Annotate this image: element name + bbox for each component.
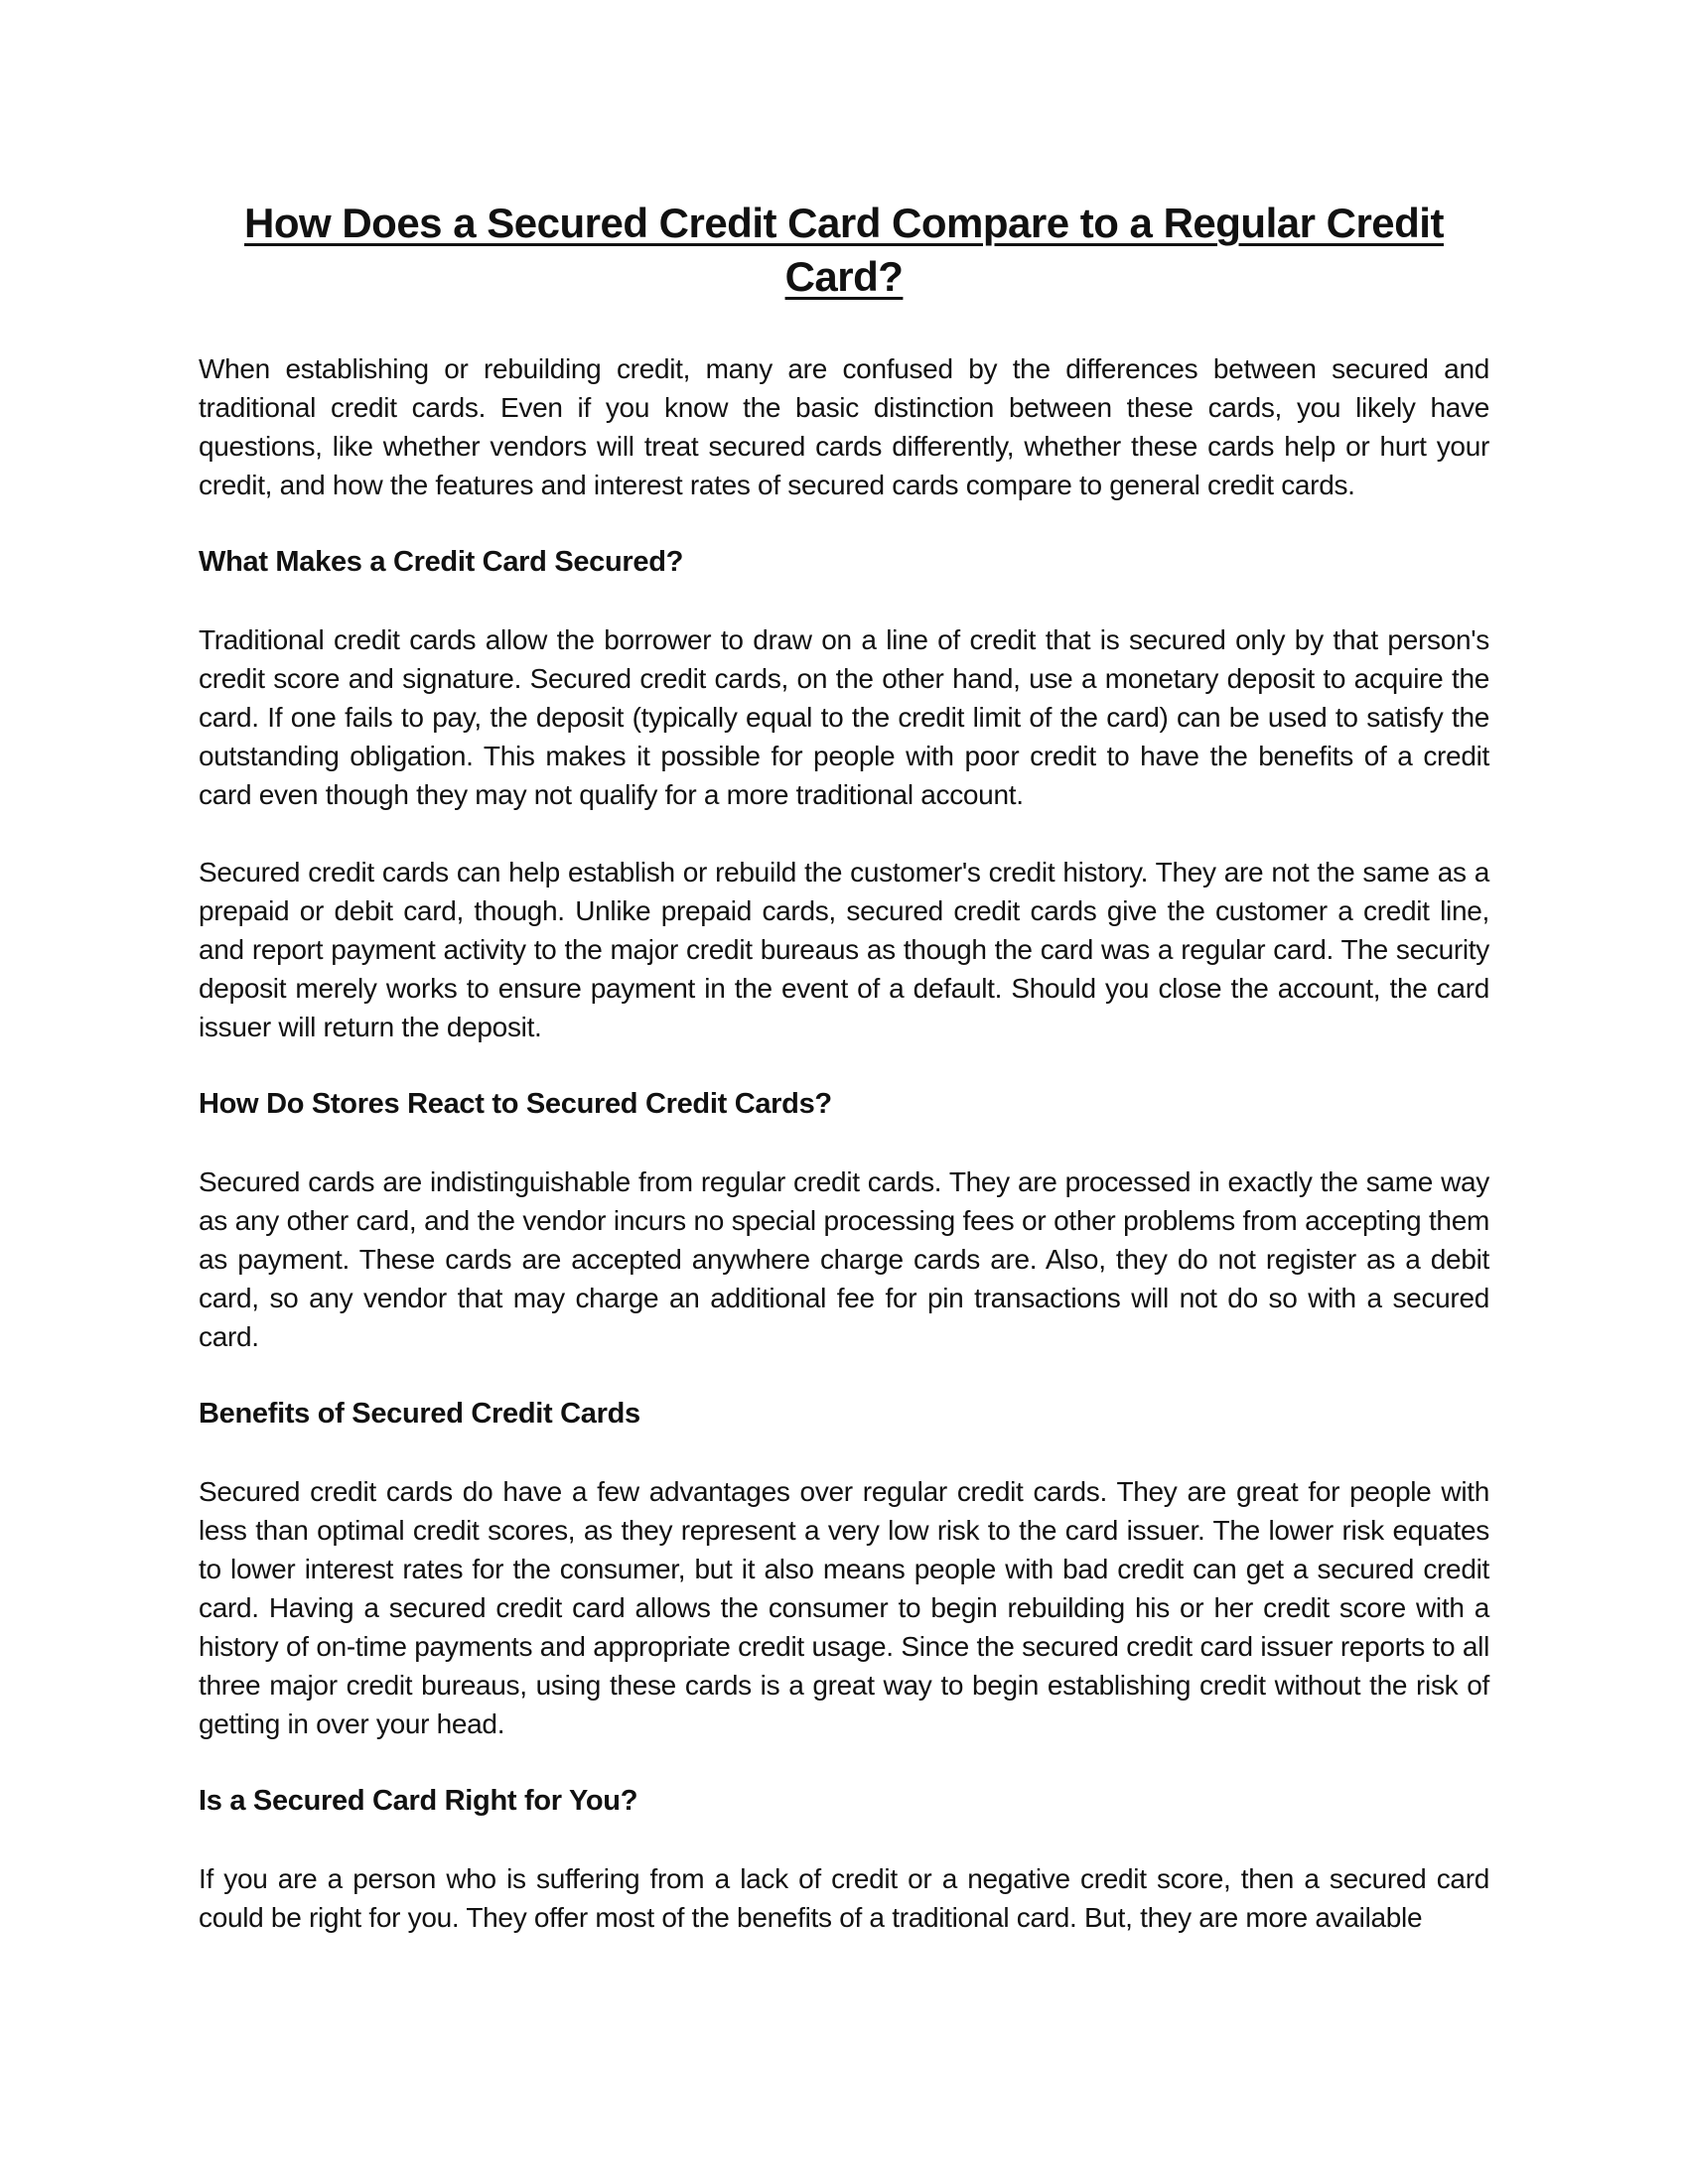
section-heading-what-makes-secured: What Makes a Credit Card Secured? [199, 546, 684, 578]
section-heading-right-for-you: Is a Secured Card Right for You? [199, 1785, 638, 1817]
paragraph: If you are a person who is suffering from a lack of credit or a negative credit score, then a secured card could be right for you. They offer most of the benefits of a traditional card. But, they are more available [199, 1863, 1489, 1933]
section-heading-stores-react: How Do Stores React to Secured Credit Cards? [199, 1088, 832, 1120]
paragraph: Secured credit cards can help establish or rebuild the customer's credit history. They are not the same as a prepaid or debit card, though. Unlike prepaid cards, secured credit cards give the customer a credit line, and report payment activity to the major credit bureaus as though the card was a regular card. The security deposit merely works to ensure payment in the event of a default. Should you close the account, the card issuer will return the deposit. [199, 857, 1489, 1042]
intro-paragraph: When establishing or rebuilding credit, many are confused by the differences between secured and traditional credit cards. Even if you know the basic distinction between these cards, you likely have questions, like whether vendors will treat secured cards differently, whether these cards help or hurt your credit, and how the features and interest rates of secured cards compare to general credit cards. [199, 353, 1489, 500]
section-heading-benefits: Benefits of Secured Credit Cards [199, 1398, 640, 1430]
paragraph: Secured cards are indistinguishable from regular credit cards. They are processed in exactly the same way as any other card, and the vendor incurs no special processing fees or other problems from accepting them as payment. These cards are accepted anywhere charge cards are. Also, they do not register as a debit card, so any vendor that may charge an additional fee for pin transactions will not do so with a secured card. [199, 1166, 1489, 1352]
page-title: How Does a Secured Credit Card Compare to a Regular Credit Card? [244, 200, 1444, 300]
paragraph: Traditional credit cards allow the borrower to draw on a line of credit that is secured only by that person's credit score and signature. Secured credit cards, on the other hand, use a monetary deposit to acquire the card. If one fails to pay, the deposit (typically equal to the credit limit of the card) can be used to satisfy the outstanding obligation. This makes it possible for people with poor credit to have the benefits of a credit card even though they may not qualify for a more traditional account. [199, 624, 1489, 810]
document-content [199, 0, 1489, 1976]
paragraph: Secured credit cards do have a few advantages over regular credit cards. They are great for people with less than optimal credit scores, as they represent a very low risk to the card issuer. The lower risk equates to lower interest rates for the consumer, but it also means people with bad credit can get a secured credit card. Having a secured credit card allows the consumer to begin rebuilding his or her credit score with a history of on-time payments and appropriate credit usage. Since the secured credit card issuer reports to all three major credit bureaus, using these cards is a great way to begin establishing credit without the risk of getting in over your head. [199, 1476, 1489, 1739]
